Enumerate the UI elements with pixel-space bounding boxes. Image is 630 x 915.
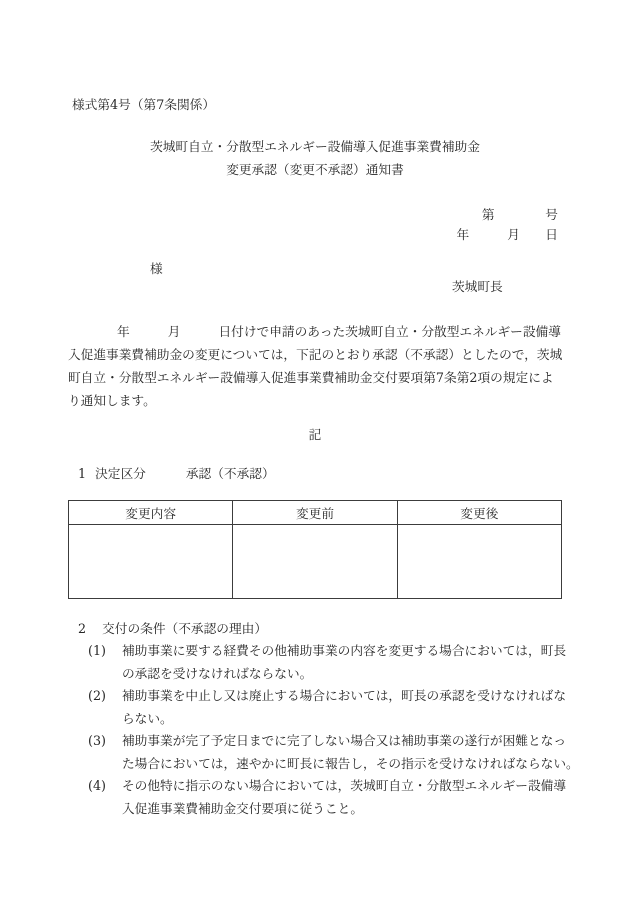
section1-value: 承認（不承認） <box>185 466 275 481</box>
body-line-3: 町自立・分散型エネルギー設備導入促進事業費補助金交付要項第7条第2項の規定によ <box>68 370 554 385</box>
condition-marker-1: (1) <box>88 643 106 658</box>
condition-item-3 <box>88 730 579 775</box>
condition-2-line-2: らない。 <box>122 710 173 726</box>
condition-item-1 <box>88 640 568 685</box>
doc-title-line1: 茨城町自立・分散型エネルギー設備導入促進事業費補助金 <box>150 139 480 154</box>
table-header-after-change: 変更後 <box>397 501 561 525</box>
condition-3-line-2: た場合においては，速やかに町長に報告し，その指示を受けなければならない。 <box>122 755 579 771</box>
section1-label: 決定区分 <box>95 466 146 481</box>
condition-1-line-1: 補助事業に要する経費その他補助事業の内容を変更する場合においては，町長 <box>122 643 567 658</box>
body-line-4: り通知します。 <box>68 393 156 408</box>
condition-1-line-2: の承認を受けなければならない。 <box>122 665 313 681</box>
condition-marker-3: (3) <box>88 733 106 748</box>
table-row <box>69 525 562 599</box>
condition-marker-2: (2) <box>88 688 106 703</box>
addressee-honorific: 様 <box>150 261 163 276</box>
section1-number: 1 <box>78 466 87 481</box>
condition-2-line-1: 補助事業を中止し又は廃止する場合においては，町長の承認を受けなければな <box>122 688 567 703</box>
doc-number-line: 第 号 <box>481 207 558 222</box>
form-number: 様式第4号（第7条関係） <box>72 97 216 112</box>
condition-marker-4: (4) <box>88 778 106 793</box>
sender-title: 茨城町長 <box>452 279 503 294</box>
table-header-before-change: 変更前 <box>233 501 397 525</box>
table-header-row <box>69 501 562 525</box>
body-line-1: 年 月 日付けで申請のあった茨城町自立・分散型エネルギー設備導 <box>117 324 561 339</box>
section2-number: 2 <box>78 621 87 636</box>
body-line-2: 入促進事業費補助金の変更については，下記のとおり承認（不承認）としたので，茨城 <box>68 347 563 362</box>
conditions-list <box>88 640 579 820</box>
table-cell-change-content <box>69 525 233 599</box>
condition-3-line-1: 補助事業が完了予定日までに完了しない場合又は補助事業の遂行が困難となっ <box>122 733 567 748</box>
table-cell-before-change <box>233 525 397 599</box>
condition-item-2 <box>88 685 568 730</box>
table-cell-after-change <box>397 525 561 599</box>
doc-title-line2: 変更承認（変更不承認）通知書 <box>226 162 404 177</box>
condition-4-line-1: その他特に指示のない場合においては，茨城町自立・分散型エネルギー設備導 <box>122 778 567 793</box>
changes-table <box>68 500 562 599</box>
condition-4-line-2: 入促進事業費補助金交付要項に従うこと。 <box>122 800 364 816</box>
body-paragraph <box>68 320 568 412</box>
condition-item-4 <box>88 775 568 820</box>
date-line: 年 月 日 <box>456 227 558 242</box>
section2-heading: 交付の条件（不承認の理由） <box>102 621 268 636</box>
record-marker: 記 <box>308 427 322 442</box>
section1-line <box>78 462 275 485</box>
table-header-change-content: 変更内容 <box>69 501 233 525</box>
section2-heading-line <box>78 617 267 640</box>
